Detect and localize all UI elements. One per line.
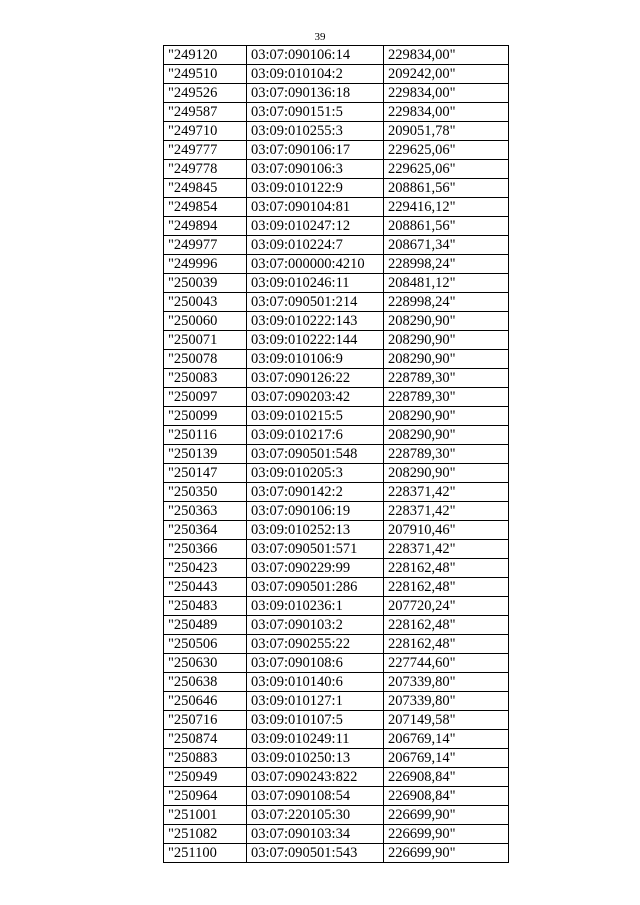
value-cell: 208290,90": [384, 407, 509, 426]
cadastral-number-cell: 03:09:010140:6: [247, 673, 384, 692]
table-row: [164, 502, 509, 521]
record-number-cell: "249778: [164, 160, 247, 179]
value-cell: 228162,48": [384, 635, 509, 654]
table-row: [164, 483, 509, 502]
record-number-cell: "250043: [164, 293, 247, 312]
table-row: [164, 293, 509, 312]
record-number-cell: "249777: [164, 141, 247, 160]
value-cell: 208290,90": [384, 312, 509, 331]
record-number-cell: "251100: [164, 844, 247, 863]
record-number-cell: "250039: [164, 274, 247, 293]
table-row: [164, 578, 509, 597]
value-cell: 226908,84": [384, 787, 509, 806]
cadastral-number-cell: 03:09:010107:5: [247, 711, 384, 730]
table-row: [164, 464, 509, 483]
cadastral-number-cell: 03:07:090108:6: [247, 654, 384, 673]
value-cell: 228789,30": [384, 445, 509, 464]
record-number-cell: "251082: [164, 825, 247, 844]
table-row: [164, 597, 509, 616]
table-row: [164, 255, 509, 274]
record-number-cell: "250071: [164, 331, 247, 350]
value-cell: 208290,90": [384, 426, 509, 445]
cadastral-number-cell: 03:09:010217:6: [247, 426, 384, 445]
record-number-cell: "250883: [164, 749, 247, 768]
cadastral-number-cell: 03:07:090142:2: [247, 483, 384, 502]
value-cell: 207910,46": [384, 521, 509, 540]
cadastral-number-cell: 03:09:010127:1: [247, 692, 384, 711]
table-row: [164, 388, 509, 407]
value-cell: 229625,06": [384, 141, 509, 160]
table-row: [164, 331, 509, 350]
value-cell: 228371,42": [384, 483, 509, 502]
record-number-cell: "250646: [164, 692, 247, 711]
cadastral-number-cell: 03:07:090106:17: [247, 141, 384, 160]
table-row: [164, 445, 509, 464]
table-row: [164, 179, 509, 198]
table-row: [164, 407, 509, 426]
value-cell: 209051,78": [384, 122, 509, 141]
table-row: [164, 350, 509, 369]
data-table: [163, 45, 509, 863]
cadastral-number-cell: 03:07:090243:822: [247, 768, 384, 787]
cadastral-number-cell: 03:09:010252:13: [247, 521, 384, 540]
table-row: [164, 559, 509, 578]
cadastral-number-cell: 03:09:010215:5: [247, 407, 384, 426]
value-cell: 207720,24": [384, 597, 509, 616]
table-row: [164, 312, 509, 331]
cadastral-number-cell: 03:07:090106:14: [247, 46, 384, 65]
cadastral-number-cell: 03:09:010205:3: [247, 464, 384, 483]
record-number-cell: "249977: [164, 236, 247, 255]
value-cell: 229416,12": [384, 198, 509, 217]
record-number-cell: "250116: [164, 426, 247, 445]
value-cell: 226908,84": [384, 768, 509, 787]
cadastral-number-cell: 03:09:010224:7: [247, 236, 384, 255]
table-row: [164, 844, 509, 863]
table-row: [164, 711, 509, 730]
table-row: [164, 217, 509, 236]
record-number-cell: "249845: [164, 179, 247, 198]
cadastral-number-cell: 03:09:010255:3: [247, 122, 384, 141]
record-number-cell: "250483: [164, 597, 247, 616]
cadastral-number-cell: 03:07:220105:30: [247, 806, 384, 825]
cadastral-number-cell: 03:07:090106:3: [247, 160, 384, 179]
cadastral-number-cell: 03:07:090501:571: [247, 540, 384, 559]
value-cell: 208861,56": [384, 179, 509, 198]
record-number-cell: "249710: [164, 122, 247, 141]
table-row: [164, 103, 509, 122]
record-number-cell: "250964: [164, 787, 247, 806]
cadastral-number-cell: 03:09:010222:144: [247, 331, 384, 350]
table-row: [164, 749, 509, 768]
record-number-cell: "250078: [164, 350, 247, 369]
value-cell: 228162,48": [384, 578, 509, 597]
table-row: [164, 122, 509, 141]
cadastral-number-cell: 03:09:010236:1: [247, 597, 384, 616]
record-number-cell: "249996: [164, 255, 247, 274]
record-number-cell: "250638: [164, 673, 247, 692]
value-cell: 228789,30": [384, 369, 509, 388]
record-number-cell: "250716: [164, 711, 247, 730]
cadastral-number-cell: 03:09:010250:13: [247, 749, 384, 768]
table-row: [164, 521, 509, 540]
record-number-cell: "250147: [164, 464, 247, 483]
cadastral-number-cell: 03:09:010104:2: [247, 65, 384, 84]
cadastral-number-cell: 03:07:090501:548: [247, 445, 384, 464]
table-row: [164, 768, 509, 787]
cadastral-number-cell: 03:07:090501:214: [247, 293, 384, 312]
table-row: [164, 274, 509, 293]
value-cell: 229625,06": [384, 160, 509, 179]
page-number: 39: [314, 31, 326, 43]
value-cell: 226699,90": [384, 806, 509, 825]
table-row: [164, 825, 509, 844]
value-cell: 209242,00": [384, 65, 509, 84]
value-cell: 229834,00": [384, 103, 509, 122]
cadastral-number-cell: 03:07:000000:4210: [247, 255, 384, 274]
table-row: [164, 692, 509, 711]
cadastral-number-cell: 03:07:090136:18: [247, 84, 384, 103]
record-number-cell: "250489: [164, 616, 247, 635]
cadastral-number-cell: 03:07:090103:34: [247, 825, 384, 844]
table-row: [164, 787, 509, 806]
record-number-cell: "249526: [164, 84, 247, 103]
cadastral-number-cell: 03:07:090151:5: [247, 103, 384, 122]
value-cell: 208861,56": [384, 217, 509, 236]
record-number-cell: "250949: [164, 768, 247, 787]
record-number-cell: "250364: [164, 521, 247, 540]
table-row: [164, 426, 509, 445]
table-row: [164, 616, 509, 635]
cadastral-number-cell: 03:07:090255:22: [247, 635, 384, 654]
value-cell: 208290,90": [384, 331, 509, 350]
record-number-cell: "249894: [164, 217, 247, 236]
record-number-cell: "250099: [164, 407, 247, 426]
record-number-cell: "250874: [164, 730, 247, 749]
value-cell: 207339,80": [384, 673, 509, 692]
cadastral-number-cell: 03:09:010122:9: [247, 179, 384, 198]
record-number-cell: "250506: [164, 635, 247, 654]
cadastral-number-cell: 03:09:010106:9: [247, 350, 384, 369]
table-row: [164, 673, 509, 692]
cadastral-number-cell: 03:07:090106:19: [247, 502, 384, 521]
value-cell: 229834,00": [384, 84, 509, 103]
record-number-cell: "249587: [164, 103, 247, 122]
value-cell: 228162,48": [384, 559, 509, 578]
table-row: [164, 84, 509, 103]
record-number-cell: "250350: [164, 483, 247, 502]
table-row: [164, 806, 509, 825]
cadastral-number-cell: 03:09:010249:11: [247, 730, 384, 749]
cadastral-number-cell: 03:09:010246:11: [247, 274, 384, 293]
table-row: [164, 369, 509, 388]
record-number-cell: "249510: [164, 65, 247, 84]
value-cell: 228789,30": [384, 388, 509, 407]
value-cell: 208290,90": [384, 350, 509, 369]
value-cell: 229834,00": [384, 46, 509, 65]
table-row: [164, 198, 509, 217]
cadastral-number-cell: 03:07:090203:42: [247, 388, 384, 407]
table-row: [164, 654, 509, 673]
value-cell: 207339,80": [384, 692, 509, 711]
cadastral-number-cell: 03:09:010247:12: [247, 217, 384, 236]
cadastral-number-cell: 03:07:090103:2: [247, 616, 384, 635]
record-number-cell: "250060: [164, 312, 247, 331]
value-cell: 226699,90": [384, 844, 509, 863]
table-row: [164, 160, 509, 179]
value-cell: 228371,42": [384, 540, 509, 559]
table-row: [164, 236, 509, 255]
value-cell: 208290,90": [384, 464, 509, 483]
record-number-cell: "250423: [164, 559, 247, 578]
value-cell: 228371,42": [384, 502, 509, 521]
table-row: [164, 46, 509, 65]
value-cell: 226699,90": [384, 825, 509, 844]
value-cell: 206769,14": [384, 730, 509, 749]
value-cell: 228998,24": [384, 293, 509, 312]
value-cell: 208481,12": [384, 274, 509, 293]
table-row: [164, 730, 509, 749]
cadastral-number-cell: 03:07:090501:286: [247, 578, 384, 597]
cadastral-number-cell: 03:07:090108:54: [247, 787, 384, 806]
cadastral-number-cell: 03:07:090126:22: [247, 369, 384, 388]
cadastral-number-cell: 03:07:090104:81: [247, 198, 384, 217]
value-cell: 208671,34": [384, 236, 509, 255]
record-number-cell: "249120: [164, 46, 247, 65]
table-row: [164, 141, 509, 160]
table-row: [164, 540, 509, 559]
cadastral-number-cell: 03:07:090501:543: [247, 844, 384, 863]
cadastral-number-cell: 03:07:090229:99: [247, 559, 384, 578]
record-number-cell: "250097: [164, 388, 247, 407]
value-cell: 228998,24": [384, 255, 509, 274]
record-number-cell: "250139: [164, 445, 247, 464]
record-number-cell: "250443: [164, 578, 247, 597]
value-cell: 228162,48": [384, 616, 509, 635]
table-row: [164, 65, 509, 84]
table-row: [164, 635, 509, 654]
cadastral-number-cell: 03:09:010222:143: [247, 312, 384, 331]
value-cell: 227744,60": [384, 654, 509, 673]
table-body: [164, 46, 509, 863]
value-cell: 207149,58": [384, 711, 509, 730]
record-number-cell: "249854: [164, 198, 247, 217]
value-cell: 206769,14": [384, 749, 509, 768]
record-number-cell: "251001: [164, 806, 247, 825]
record-number-cell: "250083: [164, 369, 247, 388]
record-number-cell: "250366: [164, 540, 247, 559]
record-number-cell: "250363: [164, 502, 247, 521]
record-number-cell: "250630: [164, 654, 247, 673]
